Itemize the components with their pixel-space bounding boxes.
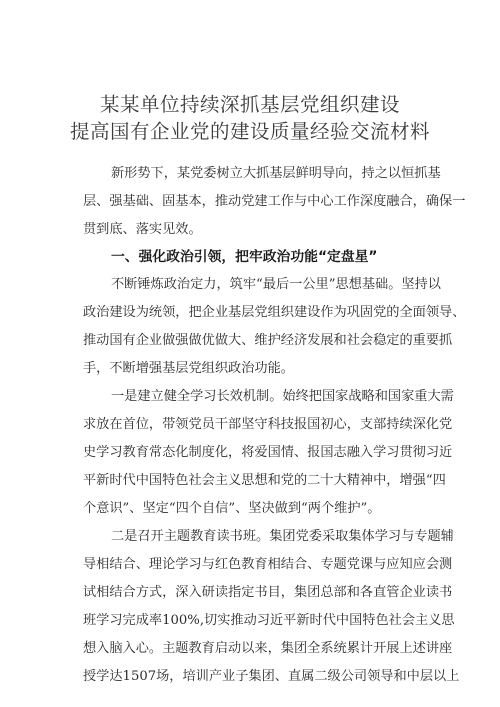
intro-line: 层、强基础、固基本，推动党建工作与中心工作深度融合，确保一: [83, 194, 466, 209]
body-line: 授学达1507场，培训产业子集团、直属二级公司领导和中层以上: [83, 669, 460, 684]
intro-line: 新形势下，某党委树立大抓基层鲜明导向，持之以恒抓基: [111, 166, 441, 181]
body-line: 二是召开主题教育读书班。集团党委采取集体学习与专题辅: [111, 529, 454, 544]
body-line: 推动国有企业做强做优做大、维护经济发展和社会稳定的重要抓: [83, 333, 453, 348]
body-line: 想入脑入心。主题教育启动以来，集团全系统累计开展上述讲座: [83, 641, 453, 656]
body-line: 史学习教育常态化制度化，将爱国情、报国志融入学习贯彻习近: [83, 445, 453, 460]
body-line: 手，不断增强基层党组织政治功能。: [83, 361, 294, 376]
body-line: 求放在首位，带领党员干部坚守科技报国初心，支部持续深化党: [83, 417, 453, 432]
body-line: 政治建设为统领，把企业基层党组织建设作为巩固党的全面领导、: [83, 305, 466, 320]
section-heading: 一、强化政治引领，把牢政治功能“定盘星”: [111, 249, 378, 265]
document-title-line-1: 某某单位持续深抓基层党组织建设: [99, 93, 400, 116]
body-line: 不断锤炼政治定力，筑牢“最后一公里”思想基础。坚持以: [111, 277, 441, 292]
body-line: 一是建立健全学习长效机制。始终把国家战略和国家重大需: [111, 389, 454, 404]
body-line: 个意识”、坚定“四个自信”、坚决做到“两个维护”。: [83, 501, 381, 516]
document-title-line-2: 提高国有企业党的建设质量经验交流材料: [69, 120, 430, 143]
intro-line: 贯到底、落实见效。: [83, 222, 202, 237]
body-line: 试相结合方式，深入研读指定书目，集团总部和各直管企业读书: [83, 585, 453, 600]
body-line: 导相结合、理论学习与红色教育相结合、专题党课与应知应会测: [83, 557, 453, 572]
body-line: 平新时代中国特色社会主义思想和党的二十大精神中，增强“四: [83, 473, 446, 488]
body-line: 班学习完成率100%,切实推动习近平新时代中国特色社会主义思: [83, 613, 455, 628]
